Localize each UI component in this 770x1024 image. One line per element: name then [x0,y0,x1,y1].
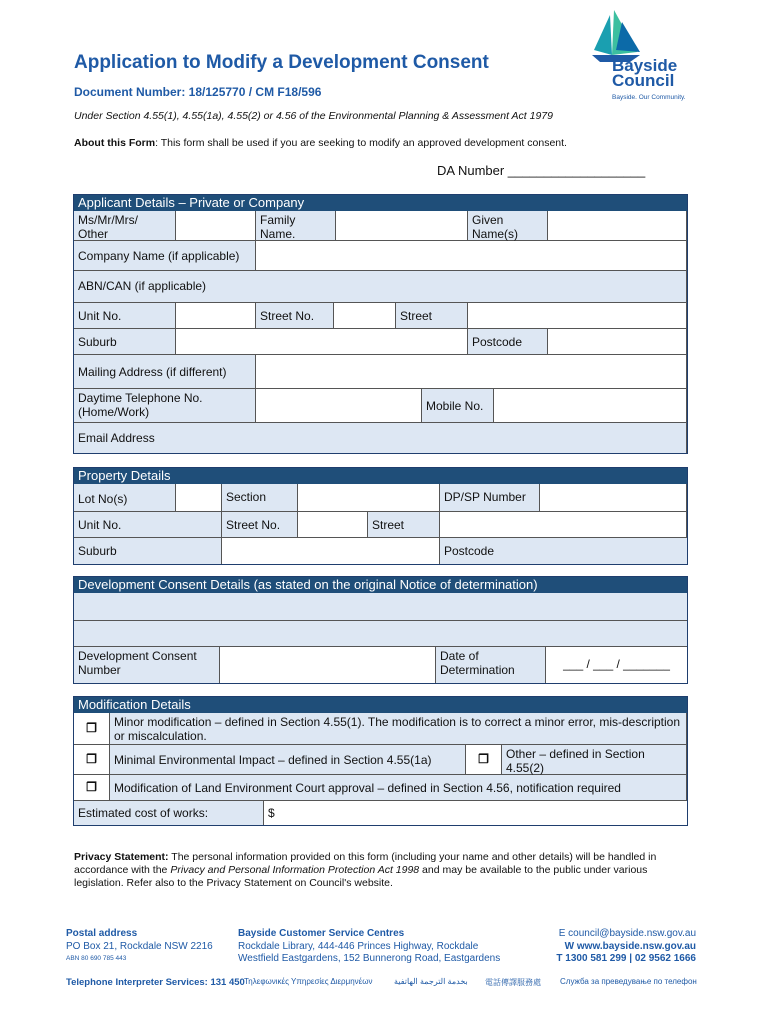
daytime-phone-label: Daytime Telephone No. (Home/Work) [74,389,256,423]
privacy-text-1: The personal information provided on this form (including your name and other details) will be handled in accordance with the [74,851,657,876]
determination-date-label: Date of Determination [436,647,546,683]
modification-section [73,696,688,826]
unit-input[interactable] [176,303,256,329]
about-text: : This form shall be used if you are seeking to modify an approved development consent. [155,137,567,149]
lang-greek: Τηλεφωνικές Υπηρεσίες Διερμηνέων [244,977,373,986]
privacy-label: Privacy Statement: [74,851,169,863]
lang-arabic: بخدمة الترجمة الهاتفية [394,977,468,986]
centre-eastgardens: Westfield Eastgardens, 152 Bunnerong Road, Eastgardens [238,953,501,964]
lot-input[interactable] [176,484,222,512]
about-form [74,137,567,149]
mailing-label: Mailing Address (if different) [74,355,256,389]
section-label: Section [222,484,298,512]
section-input[interactable] [298,484,440,512]
about-label: About this Form [74,137,156,149]
consent-number-label: Development Consent Number [74,647,220,683]
minimal-checkbox[interactable]: ❒ [74,745,110,775]
title-label: Ms/Mr/Mrs/ Other [74,211,176,241]
postcode-input[interactable] [548,329,687,355]
family-name-label: Family Name. [256,211,336,241]
cost-label: Estimated cost of works: [74,801,264,825]
consent-number-input[interactable] [220,647,436,683]
minimal-label: Minimal Environmental Impact – defined in Section 4.55(1a) [110,745,466,775]
document-number: Document Number: 18/125770 / CM F18/596 [74,85,322,99]
dpsp-label: DP/SP Number [440,484,540,512]
lang-chinese: 電話傳譯服務處 [485,978,541,987]
logo-wordmark [612,58,677,88]
logo-line1: Bayside [612,56,678,75]
interpreter-services: Telephone Interpreter Services: 131 450 [66,977,245,988]
given-name-label: Given Name(s) [468,211,548,241]
council-web[interactable]: W www.bayside.nsw.gov.au [564,941,696,952]
logo-tagline: Bayside. Our Community. [612,94,686,101]
privacy-act: Privacy and Personal Information Protection Act 1998 [170,864,420,876]
street-no-label: Street No. [256,303,334,329]
centres-title: Bayside Customer Service Centres [238,928,405,939]
email-label: Email Address [74,423,687,453]
legislation-note: Under Section 4.55(1), 4.55(1a), 4.55(2) or 4.56 of the Environmental Planning & Assessment Act 1979 [74,110,553,122]
title-input[interactable] [176,211,256,241]
lang-macedonian: Служба за преведување по телефон [560,977,697,986]
family-name-input[interactable] [336,211,468,241]
unit-label: Unit No. [74,303,176,329]
suburb-label: Suburb [74,329,176,355]
consent-heading: Development Consent Details (as stated on the original Notice of determination) [74,577,687,593]
applicant-heading: Applicant Details – Private or Company [74,195,687,211]
mobile-label: Mobile No. [422,389,494,423]
street-no-input[interactable] [334,303,396,329]
court-checkbox[interactable]: ❒ [74,775,110,801]
consent-line-1[interactable] [74,593,687,621]
centre-rockdale: Rockdale Library, 444-446 Princes Highway, Rockdale [238,941,479,952]
suburb-input[interactable] [176,329,468,355]
council-email[interactable]: E council@bayside.nsw.gov.au [558,928,696,939]
mailing-input[interactable] [256,355,687,389]
consent-line-2[interactable] [74,621,687,647]
property-suburb-input[interactable] [222,538,440,564]
street-label: Street [396,303,468,329]
dpsp-input[interactable] [540,484,687,512]
given-name-input[interactable] [548,211,687,241]
page-title: Application to Modify a Development Consent [74,52,489,73]
property-postcode-label: Postcode [440,538,687,564]
other-label: Other – defined in Section 4.55(2) [502,745,687,775]
determination-date-input[interactable]: ___ / ___ / _______ [546,647,687,683]
minor-checkbox[interactable]: ❒ [74,713,110,745]
company-label: Company Name (if applicable) [74,241,256,271]
property-street-no-label: Street No. [222,512,298,538]
postal-title: Postal address [66,928,138,939]
street-input[interactable] [468,303,687,329]
property-street-input[interactable] [440,512,687,538]
company-input[interactable] [256,241,687,271]
applicant-section [73,194,688,454]
cost-input[interactable]: $ [264,801,687,825]
property-heading: Property Details [74,468,687,484]
court-label: Modification of Land Environment Court approval – defined in Section 4.56, notification required [110,775,687,801]
property-street-no-input[interactable] [298,512,368,538]
property-suburb-label: Suburb [74,538,222,564]
postal-address: PO Box 21, Rockdale NSW 2216 [66,941,213,952]
postcode-label: Postcode [468,329,548,355]
lot-label: Lot No(s) [74,484,176,512]
daytime-phone-input[interactable] [256,389,422,423]
logo-line2: Council [612,71,675,90]
property-section [73,467,688,565]
da-number-field[interactable]: DA Number ___________________ [437,163,646,178]
privacy-statement [74,851,694,890]
abn: ABN 80 690 785 443 [66,955,127,962]
minor-label: Minor modification – defined in Section 4.55(1). The modification is to correct a minor error, mis-description or miscalculation. [110,713,687,745]
mobile-input[interactable] [494,389,687,423]
consent-section [73,576,688,684]
abn-label: ABN/CAN (if applicable) [74,271,687,303]
council-phone: T 1300 581 299 | 02 9562 1666 [556,953,696,964]
property-unit-label: Unit No. [74,512,222,538]
modification-heading: Modification Details [74,697,687,713]
property-street-label: Street [368,512,440,538]
privacy-text-2: and may be available to the public under various legislation. Refer also to the Privacy Statement on Council's website. [74,864,648,889]
other-checkbox[interactable]: ❒ [466,745,502,775]
